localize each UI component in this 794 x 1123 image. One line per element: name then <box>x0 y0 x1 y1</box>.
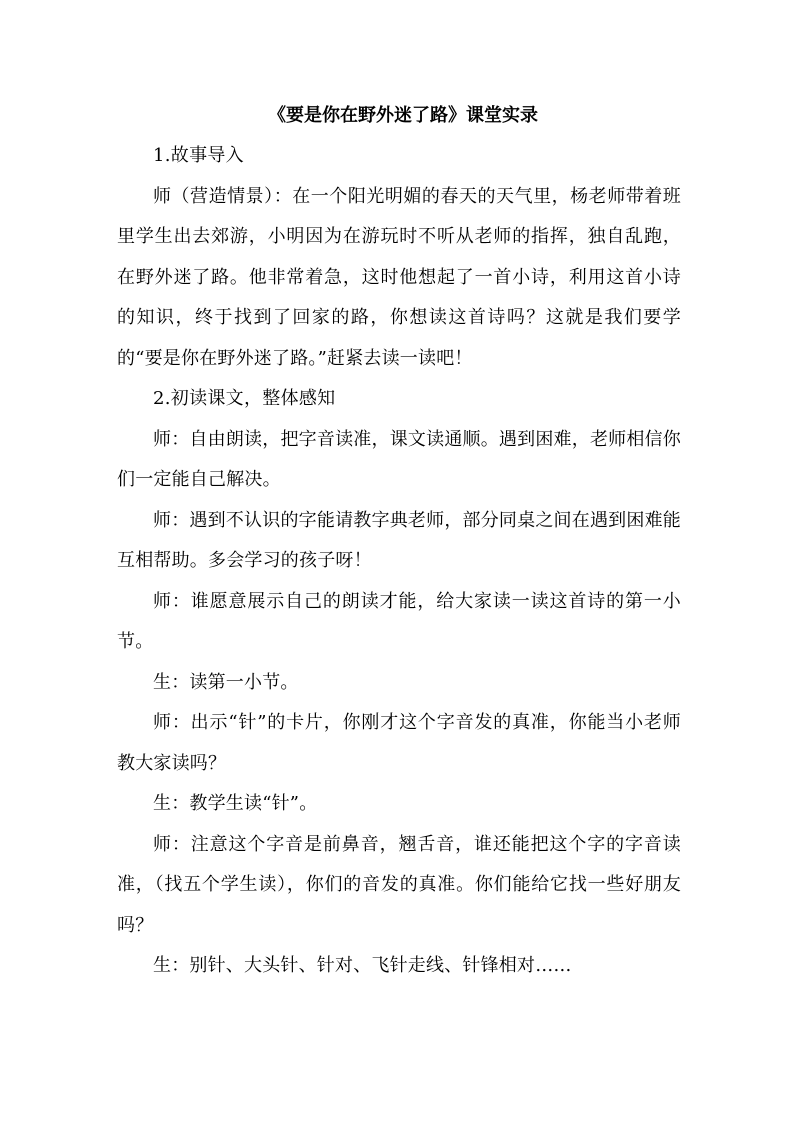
paragraph: 生：读第一小节。 <box>153 671 299 693</box>
paragraph: 师：自由朗读，把字音读准，课文读通顺。遇到困难，老师相信你们一定能自己解决。 <box>117 428 681 490</box>
document-body <box>117 96 681 987</box>
paragraph: 师（营造情景）：在一个阳光明媚的春天的天气里，杨老师带着班里学生出去郊游，小明因为在游玩时不听从老师的指挥，独自乱跑，在野外迷了路。他非常着急，这时他想起了一首小诗，利用这首小诗的知识，终于找到了回家的路，你想读这首诗吗？这就是我们要学的“要是你在野外迷了路。”赶紧去读一读吧！ <box>117 185 681 369</box>
section-heading: 1.故事导入 <box>153 145 244 166</box>
section-heading: 2.初读课文，整体感知 <box>153 388 336 409</box>
document-title: 《要是你在野外迷了路》课堂实录 <box>268 105 538 126</box>
paragraph: 师：出示“针”的卡片，你刚才这个字音发的真准，你能当小老师教大家读吗？ <box>117 712 681 774</box>
paragraph: 师：谁愿意展示自己的朗读才能，给大家读一读这首诗的第一小节。 <box>117 590 681 652</box>
paragraph: 生：别针、大头针、针对、飞针走线、针锋相对…… <box>153 955 572 976</box>
paragraph: 师：注意这个字音是前鼻音，翘舌音，谁还能把这个字的字音读准，（找五个学生读），你们的音发的真准。你们能给它找一些好朋友吗？ <box>117 833 681 936</box>
paragraph: 师：遇到不认识的字能请教字典老师，部分同桌之间在遇到困难能互相帮助。多会学习的孩子呀！ <box>117 509 681 571</box>
paragraph: 生：教学生读“针”。 <box>153 793 318 814</box>
